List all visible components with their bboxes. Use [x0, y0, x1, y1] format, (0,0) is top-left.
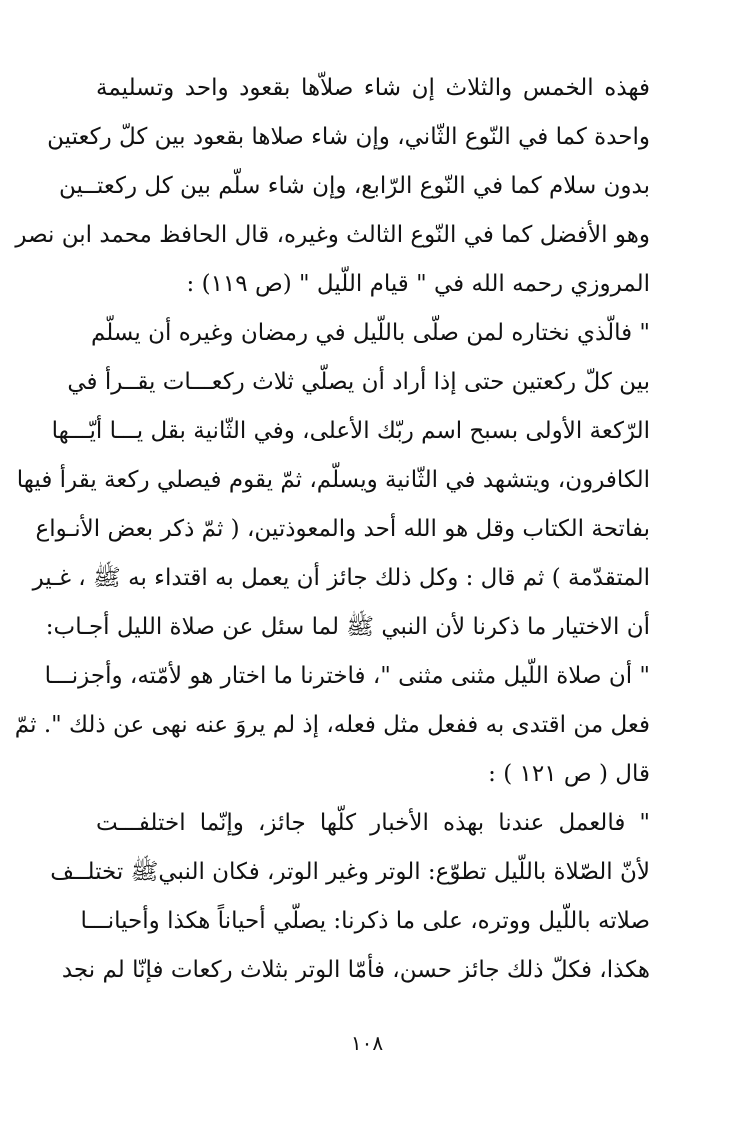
text-line: بين كلّ ركعتين حتى إذا أراد أن يصلّي ثلاث ركعـــات يقــرأ في — [67, 369, 650, 395]
text-line: فهذه الخمس والثلاث إن شاء صلاّها بقعود واحد وتسليمة — [96, 75, 650, 101]
text-line: هكذا، فكلّ ذلك جائز حسن، فأمّا الوتر بثلاث ركعات فإنّا لم نجد — [61, 957, 650, 983]
text-line: الكافرون، ويتشهد في الثّانية ويسلّم، ثمّ يقوم فيصلي ركعة يقرأ فيها — [16, 467, 650, 493]
text-line: قال ( ص ١٢١ ) : — [488, 761, 650, 787]
page-number: ١٠٨ — [350, 1031, 384, 1055]
text-line: بفاتحة الكتاب وقل هو الله أحد والمعوذتين، ( ثمّ ذكر بعض الأنـواع — [35, 516, 650, 542]
body-text — [14, 64, 650, 995]
text-line: فعل من اقتدى به ففعل مثل فعله، إذ لم يروَ عنه نهى عن ذلك ". ثمّ — [14, 712, 650, 738]
text-line: واحدة كما في النّوع الثّاني، وإن شاء صلاها بقعود بين كلّ ركعتين — [47, 124, 650, 150]
text-line: صلاته باللّيل ووتره، على ما ذكرنا: يصلّي أحياناً هكذا وأحيانـــا — [80, 908, 650, 934]
text-line: وهو الأفضل كما في النّوع الثالث وغيره، قال الحافظ محمد ابن نصر — [15, 222, 650, 248]
text-line: " فالعمل عندنا بهذه الأخبار كلّها جائز، وإنّما اختلفـــت — [96, 810, 650, 836]
text-line: بدون سلام كما في النّوع الرّابع، وإن شاء سلّم بين كل ركعتــين — [59, 173, 650, 199]
text-line: المروزي رحمه الله في " قيام اللّيل " (ص ١١٩) : — [186, 271, 650, 297]
text-line: الرّكعة الأولى بسبح اسم ربّك الأعلى، وفي الثّانية بقل يـــا أيّـــها — [51, 418, 650, 444]
text-line: " أن صلاة اللّيل مثنى مثنى "، فاخترنا ما اختار هو لأمّته، وأجزنـــا — [44, 663, 650, 689]
text-line: المتقدّمة ) ثم قال : وكل ذلك جائز أن يعمل به اقتداء به ﷺ ، غـير — [32, 565, 650, 591]
text-line: أن الاختيار ما ذكرنا لأن النبي ﷺ لما سئل عن صلاة الليل أجـاب: — [45, 614, 650, 640]
text-line: لأنّ الصّلاة باللّيل تطوّع: الوتر وغير الوتر، فكان النبيﷺ تختلــف — [50, 859, 650, 885]
text-line: " فالّذي نختاره لمن صلّى باللّيل في رمضان وغيره أن يسلّم — [90, 320, 650, 346]
